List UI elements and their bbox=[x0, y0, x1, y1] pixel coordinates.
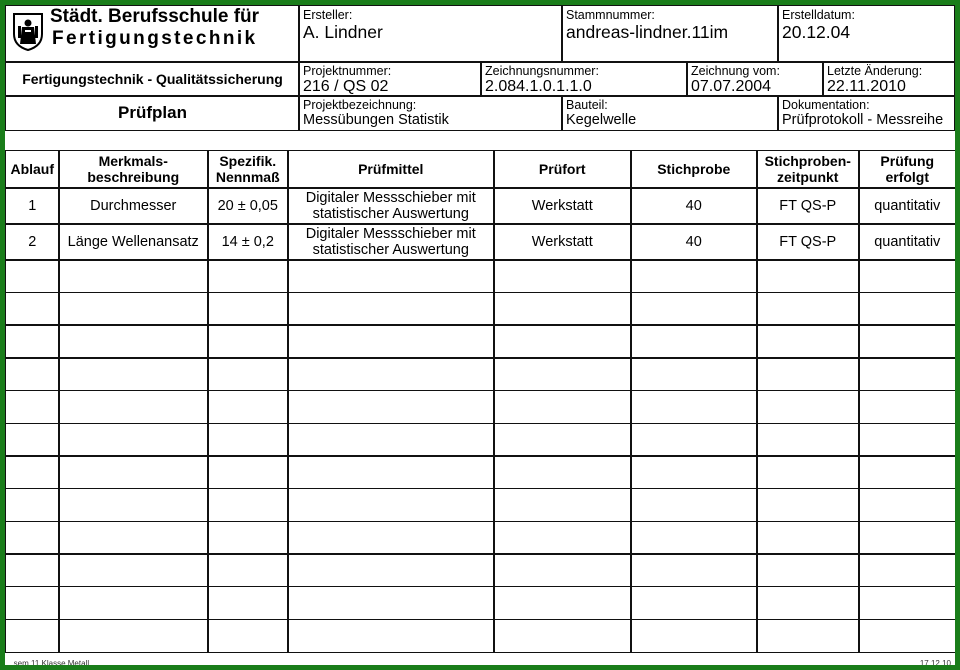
stammnummer-field: Stammnummer: andreas-lindner.11im bbox=[561, 5, 779, 63]
table-row-empty bbox=[858, 357, 955, 391]
col-header-nennmass-line: Nennmaß bbox=[215, 169, 280, 186]
table-row-empty bbox=[756, 357, 860, 391]
letzte-aenderung-value: 22.11.2010 bbox=[827, 78, 906, 95]
table-row-empty bbox=[58, 423, 209, 457]
table-row-empty bbox=[858, 324, 955, 358]
col-header-merkmal bbox=[58, 150, 209, 189]
table-row-empty bbox=[493, 357, 632, 391]
projektnummer-field: Projektnummer: 216 / QS 02 bbox=[298, 61, 482, 97]
table-row-empty bbox=[756, 553, 860, 587]
school-header bbox=[5, 5, 300, 63]
table-cell-stichprobe bbox=[630, 187, 758, 225]
table-row-empty bbox=[5, 324, 60, 358]
table-row-empty bbox=[493, 324, 632, 358]
table-row-empty bbox=[287, 390, 495, 424]
zeichnungsnummer-field: Zeichnungsnummer: 2.084.1.0.1.1.0 bbox=[480, 61, 688, 97]
table-row-empty bbox=[493, 455, 632, 489]
table-row-empty bbox=[756, 423, 860, 457]
col-header-pruefmittel-text bbox=[358, 161, 423, 177]
table-row-empty bbox=[493, 521, 632, 555]
table-row-empty bbox=[858, 553, 955, 587]
ersteller-value: A. Lindner bbox=[303, 22, 383, 42]
table-row-empty bbox=[207, 553, 289, 587]
table-cell-pruefort bbox=[493, 223, 632, 261]
table-row-empty bbox=[5, 586, 60, 620]
table-row-empty bbox=[858, 455, 955, 489]
table-row-empty bbox=[287, 521, 495, 555]
table-cell-ablauf-line: 2 bbox=[28, 233, 37, 250]
footer-left: ...sem 11 Klasse Metall bbox=[7, 659, 90, 665]
table-row-empty bbox=[58, 521, 209, 555]
table-cell-ablauf-line: 1 bbox=[28, 197, 37, 214]
table-row-empty bbox=[756, 455, 860, 489]
table-row-empty bbox=[630, 357, 758, 391]
col-header-zeitpunkt-line: zeitpunkt bbox=[777, 169, 839, 186]
table-cell-stichprobe-text bbox=[686, 198, 702, 214]
table-cell-ablauf-text bbox=[28, 198, 36, 214]
projektbezeichnung-value: Messübungen Statistik bbox=[303, 112, 449, 128]
doc-title: Prüfplan bbox=[5, 95, 300, 131]
table-row-empty bbox=[858, 619, 955, 653]
table-row-empty bbox=[287, 423, 495, 457]
erstelldatum-value: 20.12.04 bbox=[782, 22, 851, 42]
table-row-empty bbox=[207, 488, 289, 522]
table-cell-nennmass-line: 20 ± 0,05 bbox=[217, 197, 278, 214]
col-header-zeitpunkt-text bbox=[765, 153, 851, 185]
table-cell-pruefmittel-line: Digitaler Messschieber mit bbox=[305, 189, 476, 206]
table-row-empty bbox=[630, 521, 758, 555]
col-header-stichprobe-line: Stichprobe bbox=[657, 161, 731, 178]
table-row-empty bbox=[207, 423, 289, 457]
table-row-empty bbox=[493, 259, 632, 293]
table-cell-zeitpunkt-text bbox=[779, 198, 836, 214]
table-cell-merkmal-line: Länge Wellenansatz bbox=[67, 233, 199, 250]
table-cell-ablauf bbox=[5, 223, 60, 261]
table-cell-merkmal bbox=[58, 187, 209, 225]
pruefplan-sheet bbox=[5, 5, 955, 665]
table-cell-zeitpunkt-text bbox=[779, 234, 836, 250]
col-header-erfolgt-line: Prüfung bbox=[880, 153, 935, 170]
table-row-empty bbox=[58, 619, 209, 653]
table-row-empty bbox=[858, 292, 955, 326]
erstelldatum-field: Erstelldatum: 20.12.04 bbox=[777, 5, 955, 63]
table-row-empty bbox=[207, 521, 289, 555]
projektbezeichnung-field: Projektbezeichnung: Messübungen Statistik bbox=[298, 95, 563, 131]
zeichnungsnummer-value: 2.084.1.0.1.1.0 bbox=[485, 78, 592, 95]
table-row-empty bbox=[5, 390, 60, 424]
table-row-empty bbox=[207, 586, 289, 620]
table-row-empty bbox=[5, 357, 60, 391]
table-cell-erfolgt bbox=[858, 223, 955, 261]
col-header-nennmass-line: Spezifik. bbox=[219, 153, 277, 170]
table-row-empty bbox=[493, 553, 632, 587]
table-cell-pruefmittel bbox=[287, 187, 495, 225]
table-row-empty bbox=[287, 357, 495, 391]
table-cell-nennmass bbox=[207, 187, 289, 225]
table-row-empty bbox=[493, 586, 632, 620]
table-row-empty bbox=[58, 455, 209, 489]
col-header-erfolgt-text bbox=[880, 153, 934, 185]
table-cell-pruefort-text bbox=[532, 234, 593, 250]
table-cell-erfolgt-line: quantitativ bbox=[874, 233, 941, 250]
table-row-empty bbox=[207, 357, 289, 391]
table-cell-zeitpunkt-line: FT QS-P bbox=[779, 233, 837, 250]
col-header-nennmass bbox=[207, 150, 289, 189]
table-cell-merkmal-text bbox=[90, 198, 176, 214]
table-row-empty bbox=[287, 292, 495, 326]
table-cell-pruefort-text bbox=[532, 198, 593, 214]
col-header-pruefort bbox=[493, 150, 632, 189]
table-row-empty bbox=[756, 259, 860, 293]
table-row-empty bbox=[493, 488, 632, 522]
footer-right: 17.12.10 bbox=[919, 659, 951, 665]
col-header-stichprobe-text bbox=[657, 161, 730, 177]
table-cell-stichprobe-line: 40 bbox=[685, 197, 702, 214]
table-row-empty bbox=[630, 324, 758, 358]
stammnummer-value: andreas-lindner.11im bbox=[566, 22, 729, 42]
table-row-empty bbox=[493, 390, 632, 424]
table-row-empty bbox=[493, 423, 632, 457]
table-row-empty bbox=[5, 423, 60, 457]
letzte-aenderung-field: Letzte Änderung: 22.11.2010 bbox=[822, 61, 955, 97]
table-row-empty bbox=[287, 619, 495, 653]
table-row-empty bbox=[58, 324, 209, 358]
table-row-empty bbox=[207, 390, 289, 424]
zeichnung-vom-value: 07.07.2004 bbox=[691, 78, 772, 95]
table-row-empty bbox=[58, 553, 209, 587]
table-cell-ablauf-text bbox=[28, 234, 36, 250]
table-cell-pruefmittel-line: statistischer Auswertung bbox=[312, 241, 469, 258]
table-row-empty bbox=[630, 619, 758, 653]
munich-crest-icon bbox=[12, 12, 44, 52]
table-row-empty bbox=[858, 423, 955, 457]
ersteller-field: Ersteller: A. Lindner bbox=[298, 5, 563, 63]
bauteil-field: Bauteil: Kegelwelle bbox=[561, 95, 779, 131]
table-cell-zeitpunkt bbox=[756, 223, 860, 261]
table-row-empty bbox=[858, 390, 955, 424]
table-cell-nennmass-text bbox=[222, 234, 274, 250]
col-header-pruefmittel-line: Prüfmittel bbox=[358, 161, 424, 178]
table-cell-nennmass bbox=[207, 223, 289, 261]
table-cell-zeitpunkt-line: FT QS-P bbox=[779, 197, 837, 214]
table-row-empty bbox=[756, 586, 860, 620]
table-row-empty bbox=[493, 619, 632, 653]
col-header-stichprobe bbox=[630, 150, 758, 189]
table-row-empty bbox=[630, 553, 758, 587]
table-row-empty bbox=[756, 324, 860, 358]
table-cell-ablauf bbox=[5, 187, 60, 225]
table-row-empty bbox=[58, 586, 209, 620]
table-row-empty bbox=[630, 259, 758, 293]
table-row-empty bbox=[756, 390, 860, 424]
table-row-empty bbox=[756, 619, 860, 653]
table-row-empty bbox=[858, 259, 955, 293]
table-row-empty bbox=[493, 292, 632, 326]
col-header-nennmass-text bbox=[216, 153, 280, 185]
table-cell-merkmal bbox=[58, 223, 209, 261]
table-cell-pruefmittel-text bbox=[306, 226, 476, 258]
table-row-empty bbox=[630, 488, 758, 522]
table-cell-zeitpunkt bbox=[756, 187, 860, 225]
table-row-empty bbox=[756, 521, 860, 555]
table-row-empty bbox=[756, 292, 860, 326]
table-cell-pruefmittel bbox=[287, 223, 495, 261]
projektnummer-value: 216 / QS 02 bbox=[303, 78, 389, 95]
table-cell-erfolgt-text bbox=[874, 234, 940, 250]
table-row-empty bbox=[858, 586, 955, 620]
subject-title: Fertigungstechnik - Qualitätssicherung bbox=[5, 61, 300, 97]
table-row-empty bbox=[58, 488, 209, 522]
table-row-empty bbox=[630, 390, 758, 424]
zeichnung-vom-field: Zeichnung vom: 07.07.2004 bbox=[686, 61, 824, 97]
col-header-ablauf-text bbox=[10, 161, 54, 177]
col-header-erfolgt bbox=[858, 150, 955, 189]
table-cell-pruefort bbox=[493, 187, 632, 225]
table-cell-nennmass-text bbox=[218, 198, 278, 214]
dokumentation-field: Dokumentation: Prüfprotokoll - Messreihe bbox=[777, 95, 955, 131]
table-cell-pruefmittel-line: Digitaler Messschieber mit bbox=[305, 225, 476, 242]
table-row-empty bbox=[5, 455, 60, 489]
table-row-empty bbox=[858, 521, 955, 555]
table-cell-stichprobe-text bbox=[686, 234, 702, 250]
table-row-empty bbox=[756, 488, 860, 522]
table-row-empty bbox=[287, 488, 495, 522]
table-cell-nennmass-line: 14 ± 0,2 bbox=[221, 233, 274, 250]
table-cell-erfolgt-text bbox=[874, 198, 940, 214]
table-row-empty bbox=[287, 553, 495, 587]
col-header-ablauf bbox=[5, 150, 60, 189]
table-row-empty bbox=[5, 259, 60, 293]
col-header-merkmal-line: beschreibung bbox=[87, 169, 180, 186]
dokumentation-value: Prüfprotokoll - Messreihe bbox=[782, 112, 944, 128]
table-row-empty bbox=[207, 324, 289, 358]
bauteil-value: Kegelwelle bbox=[566, 112, 637, 128]
table-row-empty bbox=[5, 553, 60, 587]
table-row-empty bbox=[207, 259, 289, 293]
table-cell-stichprobe-line: 40 bbox=[685, 233, 702, 250]
table-row-empty bbox=[287, 324, 495, 358]
table-row-empty bbox=[58, 357, 209, 391]
table-row-empty bbox=[207, 455, 289, 489]
table-row-empty bbox=[58, 292, 209, 326]
table-row-empty bbox=[5, 619, 60, 653]
table-cell-pruefmittel-text bbox=[306, 190, 476, 222]
col-header-pruefort-line: Prüfort bbox=[538, 161, 586, 178]
table-row-empty bbox=[5, 488, 60, 522]
col-header-merkmal-line: Merkmals- bbox=[98, 153, 168, 170]
table-row-empty bbox=[630, 586, 758, 620]
table-row-empty bbox=[5, 292, 60, 326]
col-header-zeitpunkt bbox=[756, 150, 860, 189]
table-row-empty bbox=[287, 259, 495, 293]
table-cell-erfolgt bbox=[858, 187, 955, 225]
table-row-empty bbox=[207, 292, 289, 326]
col-header-pruefmittel bbox=[287, 150, 495, 189]
table-row-empty bbox=[207, 619, 289, 653]
table-row-empty bbox=[630, 292, 758, 326]
table-row-empty bbox=[630, 423, 758, 457]
table-row-empty bbox=[5, 521, 60, 555]
table-cell-stichprobe bbox=[630, 223, 758, 261]
table-row-empty bbox=[58, 390, 209, 424]
school-name-line1: Städt. Berufsschule für bbox=[50, 6, 260, 27]
table-row-empty bbox=[58, 259, 209, 293]
col-header-merkmal-text bbox=[87, 153, 179, 185]
table-cell-pruefmittel-line: statistischer Auswertung bbox=[312, 205, 469, 222]
col-header-zeitpunkt-line: Stichproben- bbox=[764, 153, 851, 170]
table-row-empty bbox=[287, 455, 495, 489]
school-name-line2: Fertigungstechnik bbox=[52, 28, 258, 49]
col-header-erfolgt-line: erfolgt bbox=[885, 169, 930, 186]
table-row-empty bbox=[287, 586, 495, 620]
table-row-empty bbox=[858, 488, 955, 522]
table-row-empty bbox=[630, 455, 758, 489]
table-cell-pruefort-line: Werkstatt bbox=[531, 197, 593, 214]
col-header-pruefort-text bbox=[539, 161, 586, 177]
table-cell-merkmal-line: Durchmesser bbox=[90, 197, 177, 214]
table-cell-pruefort-line: Werkstatt bbox=[531, 233, 593, 250]
col-header-ablauf-line: Ablauf bbox=[10, 161, 55, 178]
table-cell-erfolgt-line: quantitativ bbox=[874, 197, 941, 214]
table-cell-merkmal-text bbox=[68, 234, 199, 250]
